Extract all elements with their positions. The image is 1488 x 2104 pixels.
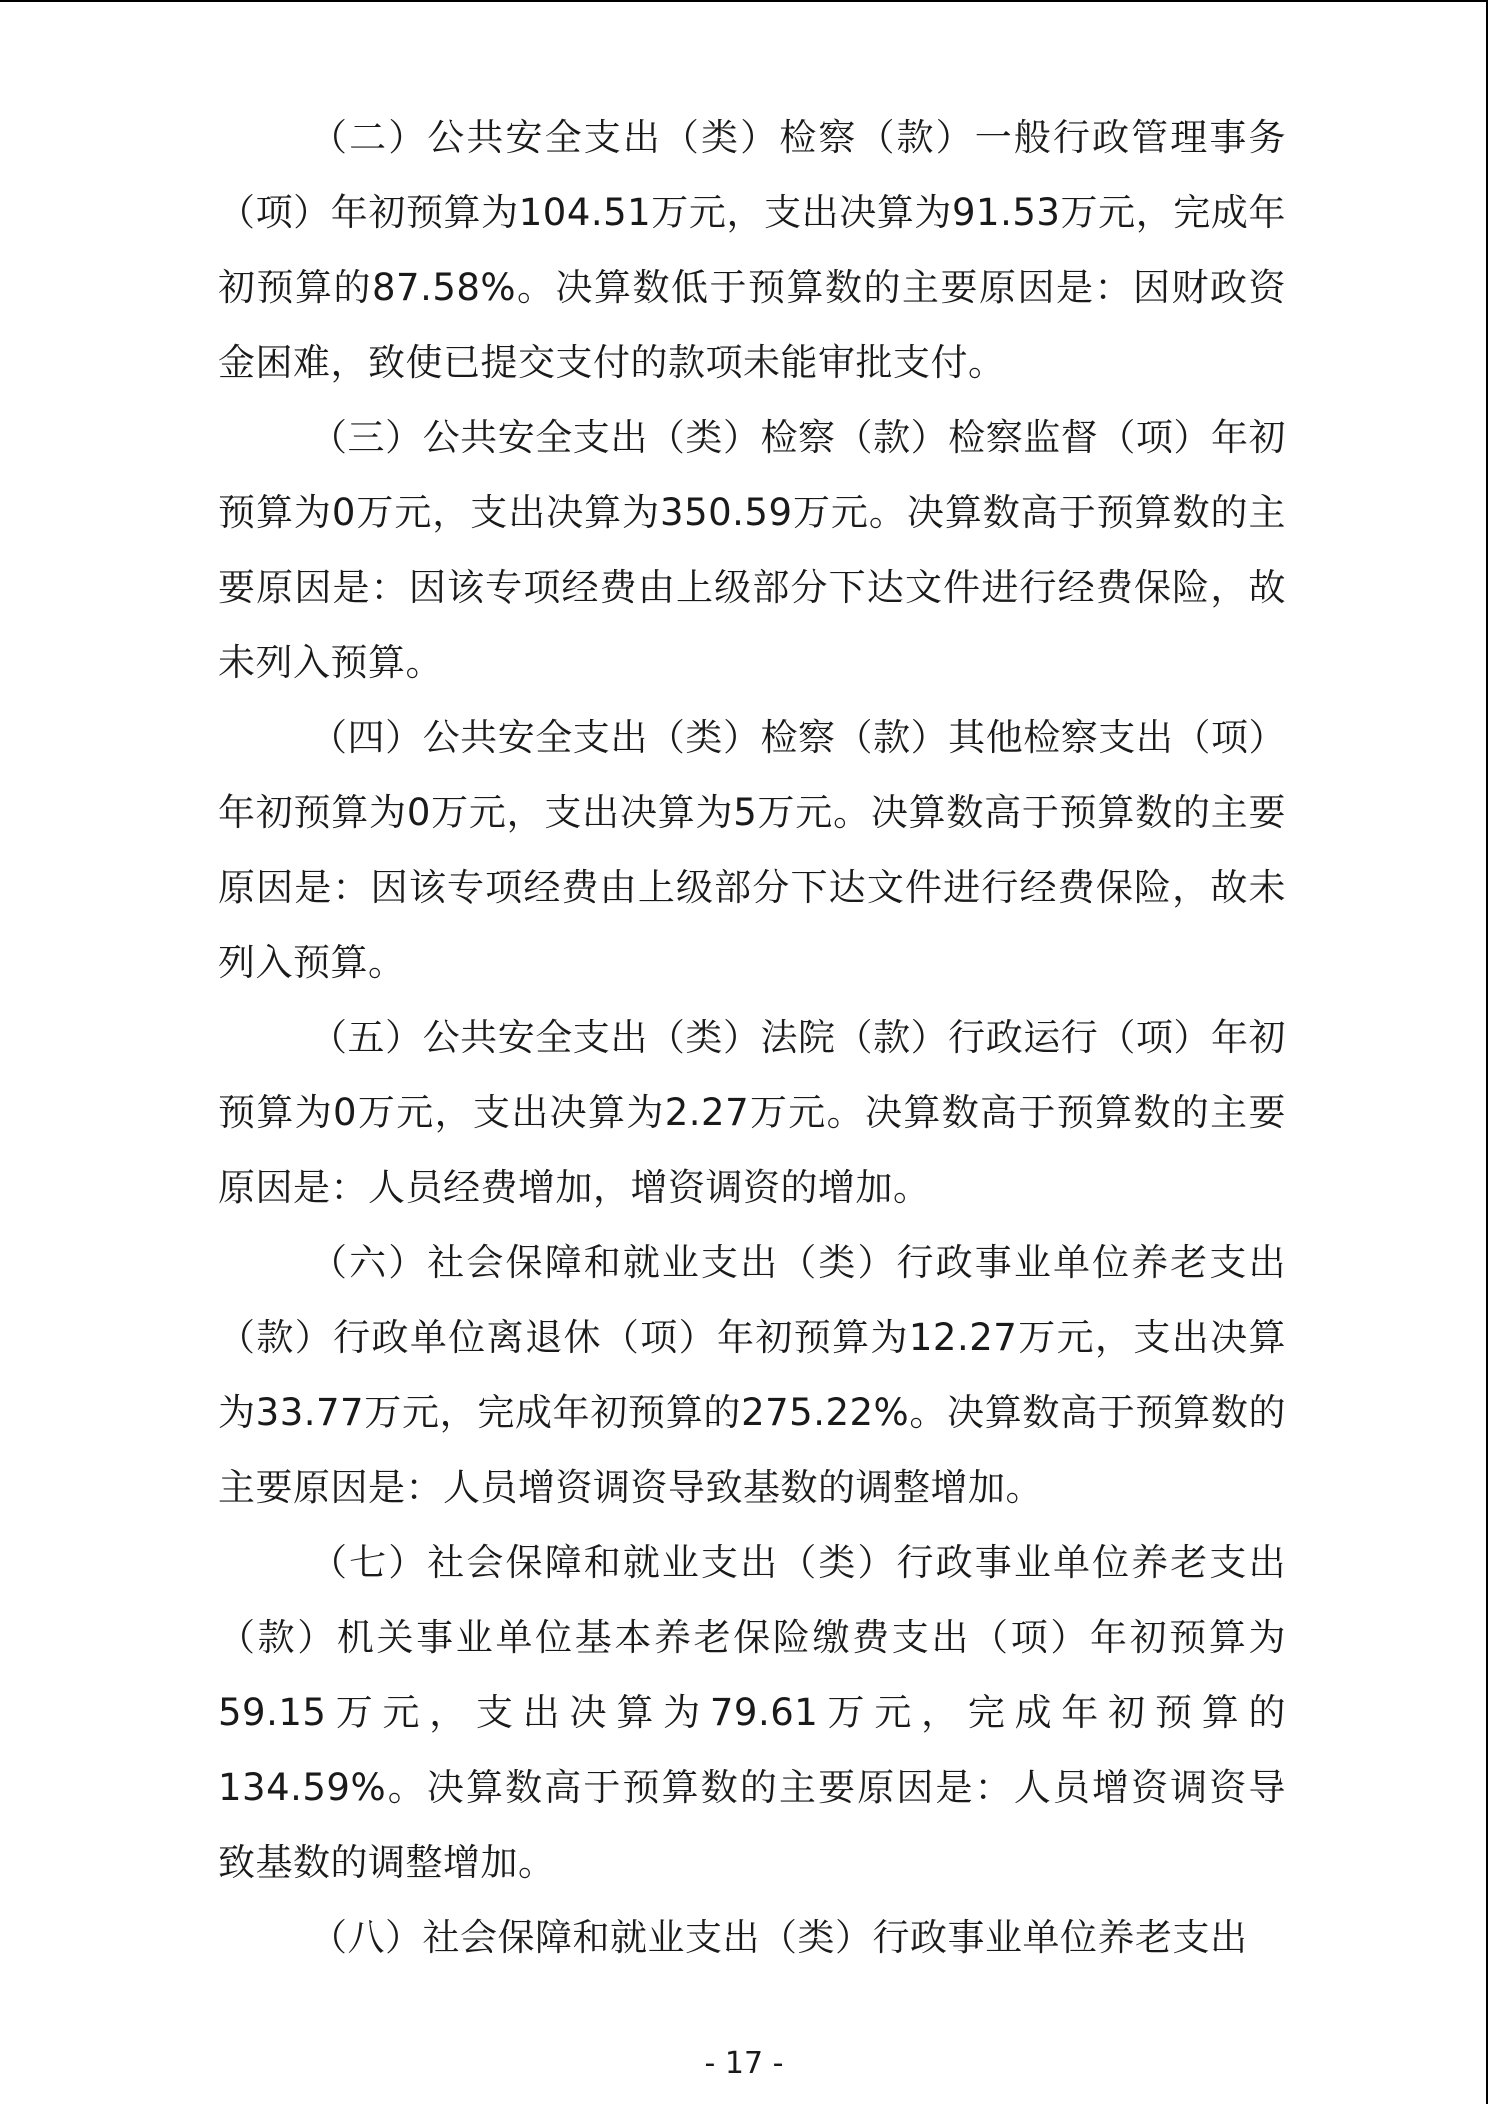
paragraph-8: （八）社会保障和就业支出（类）行政事业单位养老支出 bbox=[310, 1916, 1248, 1959]
paragraph-3: （三）公共安全支出（类）检察（款）检察监督（项）年初预算为0万元，支出决算为350.59万元。决算数高于预算数的主要原因是：因该专项经费由上级部分下达文件进行经费保险，故未列入预算。 bbox=[218, 416, 1286, 684]
paragraph-6: （六）社会保障和就业支出（类）行政事业单位养老支出（款）行政单位离退休（项）年初预算为12.27万元，支出决算为33.77万元，完成年初预算的275.22%。决算数高于预算数的主要原因是：人员增资调资导致基数的调整增加。 bbox=[218, 1241, 1286, 1509]
paragraph-5: （五）公共安全支出（类）法院（款）行政运行（项）年初预算为0万元，支出决算为2.27万元。决算数高于预算数的主要原因是：人员经费增加，增资调资的增加。 bbox=[218, 1016, 1286, 1209]
body-text bbox=[218, 100, 1286, 1975]
paragraph-7: （七）社会保障和就业支出（类）行政事业单位养老支出（款）机关事业单位基本养老保险缴费支出（项）年初预算为59.15万元，支出决算为79.61万元，完成年初预算的134.59%。决算数高于预算数的主要原因是：人员增资调资导致基数的调整增加。 bbox=[218, 1541, 1286, 1884]
page-number: - 17 - bbox=[704, 2046, 784, 2081]
paragraph-4: （四）公共安全支出（类）检察（款）其他检察支出（项）年初预算为0万元，支出决算为5万元。决算数高于预算数的主要原因是：因该专项经费由上级部分下达文件进行经费保险，故未列入预算。 bbox=[218, 716, 1286, 984]
paragraph-2: （二）公共安全支出（类）检察（款）一般行政管理事务（项）年初预算为104.51万元，支出决算为91.53万元，完成年初预算的87.58%。决算数低于预算数的主要原因是：因财政资金困难，致使已提交支付的款项未能审批支付。 bbox=[218, 116, 1286, 384]
